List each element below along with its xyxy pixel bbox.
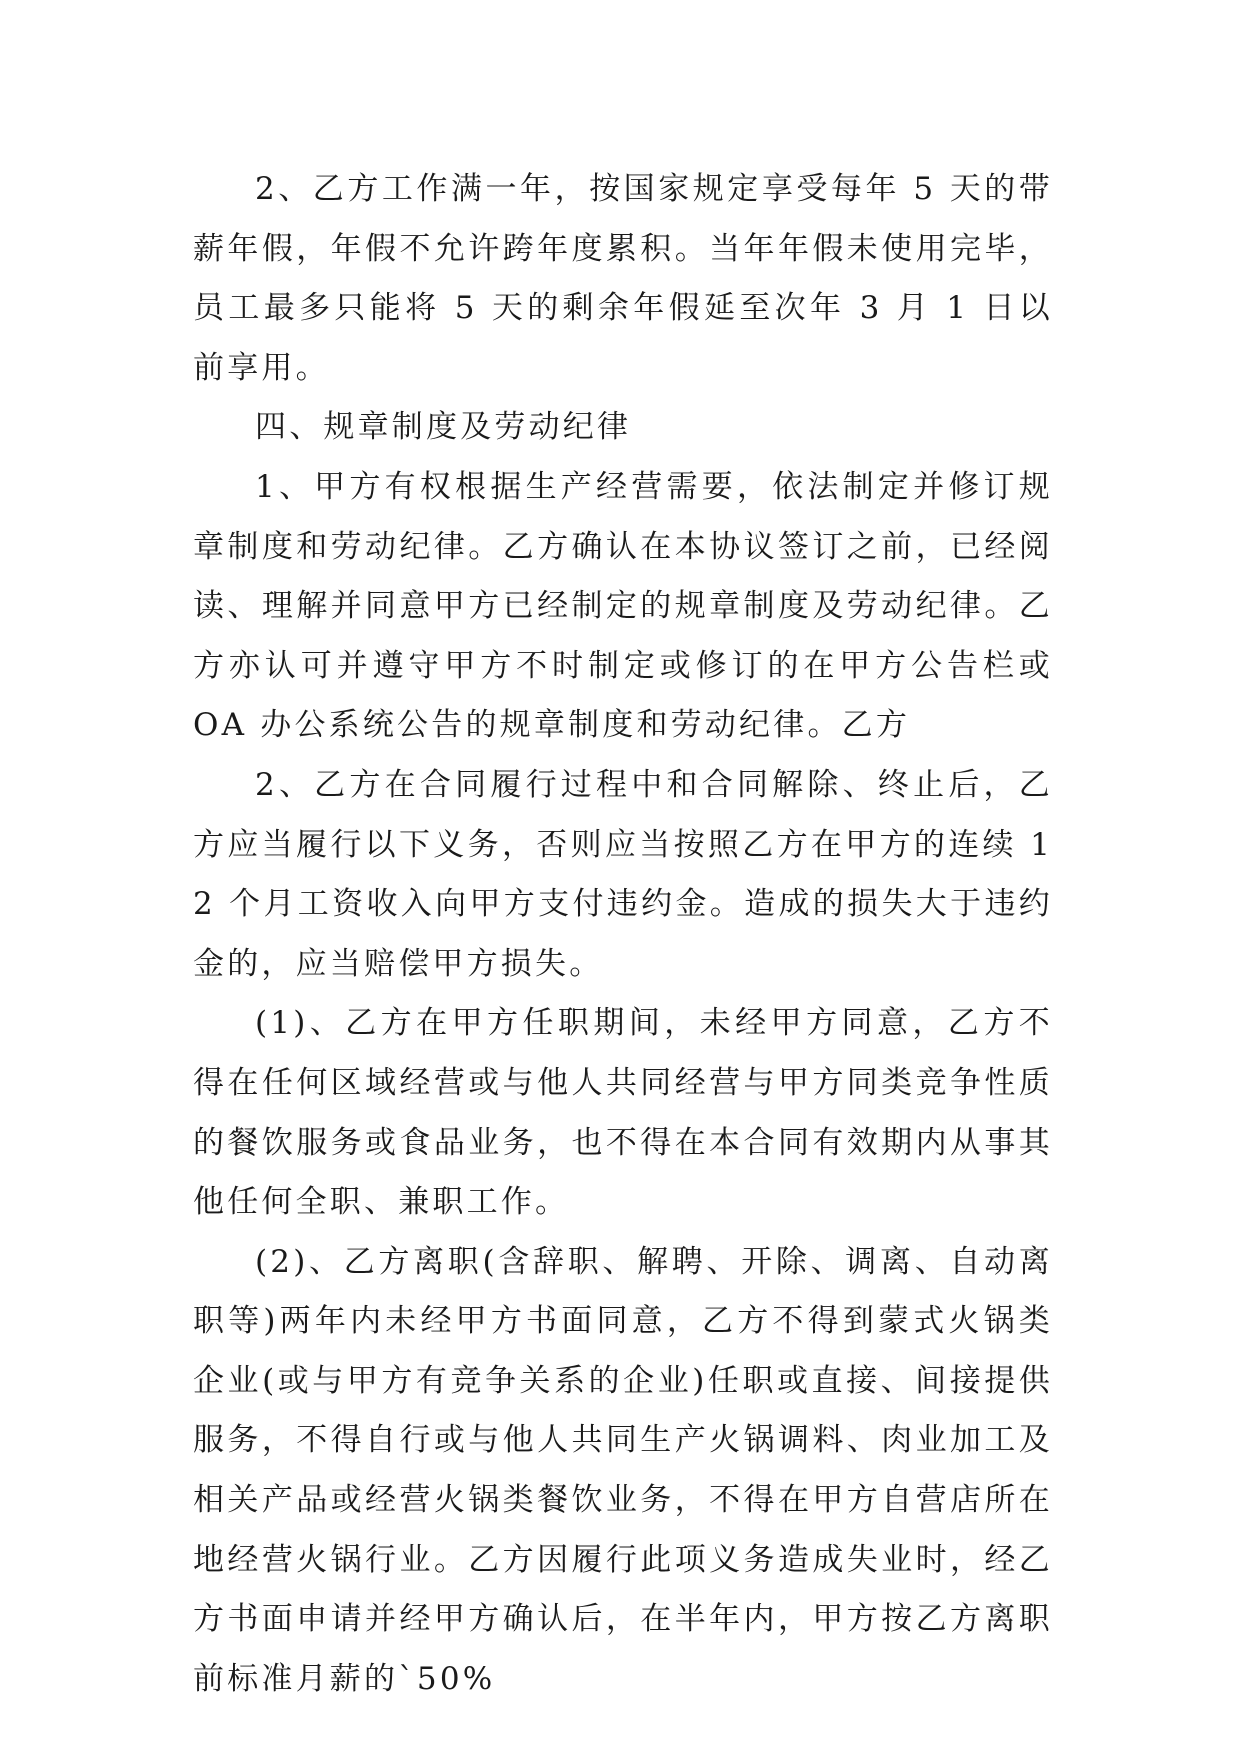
paragraph-annual-leave: 2、乙方工作满一年，按国家规定享受每年 5 天的带薪年假，年假不允许跨年度累积。当年年假未使用完毕，员工最多只能将 5 天的剩余年假延至次年 3 月 1 日以前享用。 — [193, 171, 1053, 386]
paragraph-obligations: 2、乙方在合同履行过程中和合同解除、终止后，乙方应当履行以下义务，否则应当按照乙方在甲方的连续 12 个月工资收入向甲方支付违约金。造成的损失大于违约金的，应当赔偿甲方损失。 — [193, 766, 1053, 982]
paragraph-noncompete-during-employment: (1)、乙方在甲方任职期间，未经甲方同意，乙方不得在任何区域经营或与他人共同经营与甲方同类竞争性质的餐饮服务或食品业务，也不得在本合同有效期内从事其他任何全职、兼职工作。 — [193, 1005, 1053, 1221]
paragraph-noncompete-after-departure: (2)、乙方离职(含辞职、解聘、开除、调离、自动离职等)两年内未经甲方书面同意，乙方不得到蒙式火锅类企业(或与甲方有竞争关系的企业)任职或直接、间接提供服务，不得自行或与他人共同生产火锅调料、肉业加工及相关产品或经营火锅类餐饮业务，不得在甲方自营店所在地经营火锅行业。乙方因履行此项义务造成失业时，经乙方书面申请并经甲方确认后，在半年内，甲方按乙方离职前标准月薪的`50% — [193, 1243, 1053, 1697]
document-body — [193, 160, 1053, 1709]
paragraph-rules-authority: 1、甲方有权根据生产经营需要，依法制定并修订规章制度和劳动纪律。乙方确认在本协议签订之前，已经阅读、理解并同意甲方已经制定的规章制度及劳动纪律。乙方亦认可并遵守甲方不时制定或修订的在甲方公告栏或 OA 办公系统公告的规章制度和劳动纪律。乙方 — [193, 468, 1053, 744]
section-heading-rules-discipline: 四、规章制度及劳动纪律 — [255, 409, 632, 446]
